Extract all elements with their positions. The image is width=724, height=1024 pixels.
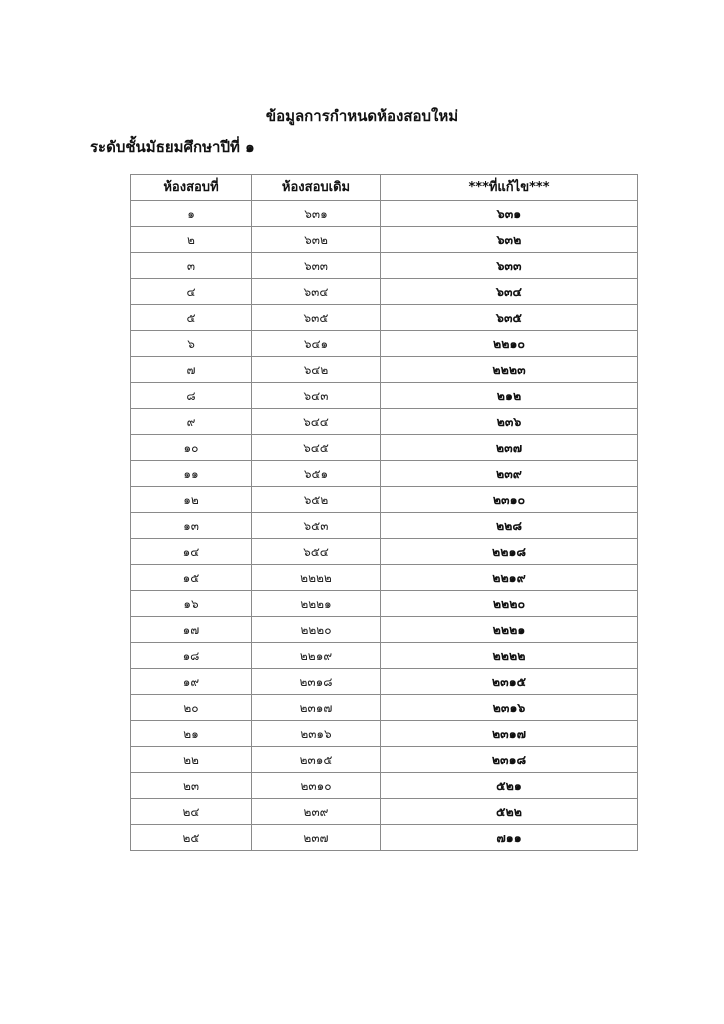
old-room-cell: ๖๕๑ — [252, 461, 381, 487]
revised-room-cell: ๒๓๑๕ — [381, 669, 638, 695]
room-number-cell: ๑๖ — [131, 591, 252, 617]
old-room-cell: ๖๕๓ — [252, 513, 381, 539]
revised-room-cell: ๒๓๑๘ — [381, 747, 638, 773]
room-number-cell: ๑๒ — [131, 487, 252, 513]
old-room-cell: ๖๓๔ — [252, 279, 381, 305]
table-row — [131, 591, 638, 617]
table-row — [131, 383, 638, 409]
old-room-cell: ๒๒๑๙ — [252, 643, 381, 669]
room-number-cell: ๑๑ — [131, 461, 252, 487]
revised-room-cell: ๒๒๒๑ — [381, 617, 638, 643]
table-row — [131, 461, 638, 487]
old-room-cell: ๒๓๑๕ — [252, 747, 381, 773]
table-row — [131, 747, 638, 773]
document-title: ข้อมูลการกำหนดห้องสอบใหม่ — [265, 107, 459, 125]
table-body — [131, 201, 638, 851]
revised-room-cell: ๒๒๑๐ — [381, 331, 638, 357]
old-room-cell: ๒๓๗ — [252, 825, 381, 851]
revised-room-cell: ๕๒๒ — [381, 799, 638, 825]
room-number-cell: ๒ — [131, 227, 252, 253]
table-row — [131, 357, 638, 383]
old-room-cell: ๖๔๒ — [252, 357, 381, 383]
room-number-cell: ๘ — [131, 383, 252, 409]
room-assignment-table — [130, 174, 638, 851]
old-room-cell: ๒๒๒๑ — [252, 591, 381, 617]
table-row — [131, 201, 638, 227]
revised-room-cell: ๖๓๑ — [381, 201, 638, 227]
room-number-cell: ๗ — [131, 357, 252, 383]
old-room-cell: ๒๓๑๗ — [252, 695, 381, 721]
room-number-cell: ๒๒ — [131, 747, 252, 773]
room-number-cell: ๒๑ — [131, 721, 252, 747]
revised-room-cell: ๒๓๑๐ — [381, 487, 638, 513]
table-row — [131, 773, 638, 799]
table-row — [131, 825, 638, 851]
table-row — [131, 331, 638, 357]
old-room-cell: ๒๒๒๒ — [252, 565, 381, 591]
room-number-cell: ๑๕ — [131, 565, 252, 591]
table-row — [131, 643, 638, 669]
table-row — [131, 305, 638, 331]
room-number-cell: ๒๔ — [131, 799, 252, 825]
revised-room-cell: ๖๓๒ — [381, 227, 638, 253]
room-number-cell: ๒๓ — [131, 773, 252, 799]
table-row — [131, 227, 638, 253]
room-number-cell: ๑ — [131, 201, 252, 227]
document-subtitle: ระดับชั้นมัธยมศึกษาปีที่ ๑ — [90, 138, 255, 156]
old-room-cell: ๖๓๕ — [252, 305, 381, 331]
old-room-cell: ๖๓๓ — [252, 253, 381, 279]
table-row — [131, 435, 638, 461]
room-number-cell: ๔ — [131, 279, 252, 305]
table-row — [131, 799, 638, 825]
old-room-cell: ๖๔๔ — [252, 409, 381, 435]
old-room-cell: ๖๕๔ — [252, 539, 381, 565]
revised-room-cell: ๒๑๒ — [381, 383, 638, 409]
revised-room-cell: ๒๒๑๘ — [381, 539, 638, 565]
old-room-cell: ๖๓๑ — [252, 201, 381, 227]
revised-room-cell: ๒๓๗ — [381, 435, 638, 461]
header-row — [131, 175, 638, 201]
room-number-cell: ๑๐ — [131, 435, 252, 461]
table-row — [131, 409, 638, 435]
revised-room-cell: ๒๓๑๗ — [381, 721, 638, 747]
revised-room-cell: ๒๒๒๐ — [381, 591, 638, 617]
header-room-number: ห้องสอบที่ — [131, 175, 252, 201]
old-room-cell: ๒๓๙ — [252, 799, 381, 825]
revised-room-cell: ๒๒๘ — [381, 513, 638, 539]
revised-room-cell: ๕๒๑ — [381, 773, 638, 799]
room-number-cell: ๙ — [131, 409, 252, 435]
table-row — [131, 565, 638, 591]
revised-room-cell: ๖๓๔ — [381, 279, 638, 305]
table-header — [131, 175, 638, 201]
table-row — [131, 695, 638, 721]
revised-room-cell: ๒๓๖ — [381, 409, 638, 435]
table-row — [131, 669, 638, 695]
old-room-cell: ๖๓๒ — [252, 227, 381, 253]
table-row — [131, 253, 638, 279]
old-room-cell: ๒๓๑๖ — [252, 721, 381, 747]
room-number-cell: ๒๕ — [131, 825, 252, 851]
old-room-cell: ๖๔๑ — [252, 331, 381, 357]
table-row — [131, 487, 638, 513]
room-number-cell: ๒๐ — [131, 695, 252, 721]
old-room-cell: ๖๔๕ — [252, 435, 381, 461]
table-row — [131, 513, 638, 539]
old-room-cell: ๒๓๑๐ — [252, 773, 381, 799]
room-number-cell: ๓ — [131, 253, 252, 279]
room-number-cell: ๑๘ — [131, 643, 252, 669]
room-number-cell: ๕ — [131, 305, 252, 331]
old-room-cell: ๒๓๑๘ — [252, 669, 381, 695]
header-old-room: ห้องสอบเดิม — [252, 175, 381, 201]
revised-room-cell: ๒๒๒๒ — [381, 643, 638, 669]
room-number-cell: ๖ — [131, 331, 252, 357]
old-room-cell: ๒๒๒๐ — [252, 617, 381, 643]
revised-room-cell: ๖๓๕ — [381, 305, 638, 331]
revised-room-cell: ๒๒๒๓ — [381, 357, 638, 383]
header-revised-room: ***ที่แก้ไข*** — [381, 175, 638, 201]
table-row — [131, 721, 638, 747]
revised-room-cell: ๒๒๑๙ — [381, 565, 638, 591]
revised-room-cell: ๗๑๑ — [381, 825, 638, 851]
old-room-cell: ๖๕๒ — [252, 487, 381, 513]
table-row — [131, 539, 638, 565]
revised-room-cell: ๒๓๙ — [381, 461, 638, 487]
room-number-cell: ๑๙ — [131, 669, 252, 695]
room-number-cell: ๑๗ — [131, 617, 252, 643]
table-row — [131, 279, 638, 305]
revised-room-cell: ๖๓๓ — [381, 253, 638, 279]
room-number-cell: ๑๔ — [131, 539, 252, 565]
room-number-cell: ๑๓ — [131, 513, 252, 539]
table-row — [131, 617, 638, 643]
revised-room-cell: ๒๓๑๖ — [381, 695, 638, 721]
old-room-cell: ๖๔๓ — [252, 383, 381, 409]
